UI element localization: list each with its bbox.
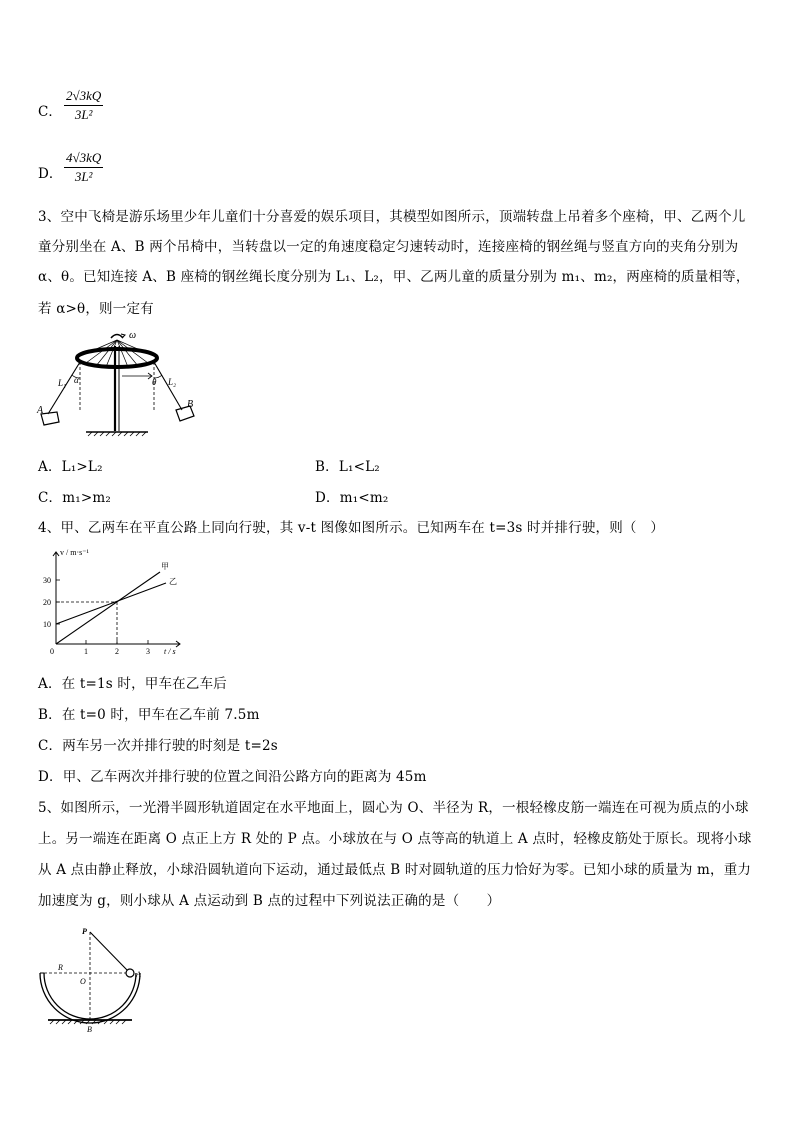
radius-label: R	[58, 963, 63, 972]
ytick-30: 30	[43, 576, 51, 585]
theta-label: θ	[152, 377, 157, 387]
q3-option-c: C．m₁>m₂	[38, 490, 111, 506]
l1-label: L₁	[58, 378, 67, 388]
q5-line-2: 上。另一端连在距离 O 点正上方 R 处的 P 点。小球放在与 O 点等高的轨道上 A 点时，轻橡皮筋处于原长。现将小球	[38, 831, 752, 847]
y-axis-label: v / m·s⁻¹	[60, 548, 89, 557]
q3-option-d: D．m₁<m₂	[315, 490, 389, 506]
option-c-denominator: 3L²	[74, 107, 93, 122]
option-d-denominator: 3L²	[74, 169, 93, 184]
point-p-label: P	[82, 927, 87, 936]
option-d-numerator: 4√3kQ	[64, 150, 103, 168]
option-c-numerator: 2√3kQ	[64, 88, 103, 106]
xtick-2: 2	[115, 647, 119, 656]
q3-line-1: 3、空中飞椅是游乐场里少年儿童们十分喜爱的娱乐项目，其模型如图所示，顶端转盘上吊着多个座椅，甲、乙两个儿	[38, 209, 746, 225]
series-jia-label: 甲	[161, 562, 169, 571]
xtick-0: 0	[50, 647, 54, 656]
q4-option-b: B．在 t=0 时，甲车在乙车前 7.5m	[38, 707, 260, 723]
point-b-label: B	[187, 399, 194, 410]
l2-label: L₂	[168, 377, 177, 387]
series-jia-line	[56, 572, 160, 644]
q5-line-1: 5、如图所示，一光滑半圆形轨道固定在水平地面上，圆心为 O、半径为 R，一根轻橡皮筋一端连在可视为质点的小球	[38, 800, 749, 816]
option-c-label: C．	[38, 104, 62, 120]
x-axis-label: t / s	[164, 647, 176, 656]
series-yi-label: 乙	[169, 577, 177, 586]
xtick-1: 1	[84, 647, 88, 656]
vt-graph	[38, 546, 188, 661]
semicircle-track-figure	[34, 922, 154, 1034]
q3-option-a: A．L₁>L₂	[38, 459, 103, 475]
series-yi-line	[56, 583, 166, 624]
q3-line-3: α、θ。已知连接 A、B 座椅的钢丝绳长度分别为 L₁、L₂，甲、乙两儿童的质量分别为 m₁、m₂，两座椅的质量相等，	[38, 269, 750, 285]
q3-line-4: 若 α>θ，则一定有	[38, 301, 154, 317]
q4-option-a: A．在 t=1s 时，甲车在乙车后	[38, 676, 227, 692]
q4-option-c: C．两车另一次并排行驶的时刻是 t=2s	[38, 738, 278, 754]
omega-label: ω	[129, 330, 137, 341]
ytick-10: 10	[43, 620, 51, 629]
q3-option-b: B．L₁<L₂	[315, 459, 380, 475]
alpha-label: α	[74, 375, 79, 385]
option-c-fraction	[64, 88, 103, 123]
point-a-label: A	[136, 970, 141, 979]
point-b-label: B	[87, 1025, 92, 1034]
q3-line-2: 童分别坐在 A、B 两个吊椅中，当转盘以一定的角速度稳定匀速转动时，连接座椅的钢丝绳与竖直方向的夹角分别为	[38, 239, 739, 255]
point-a-label: A	[37, 405, 44, 416]
q5-line-4: 加速度为 g，则小球从 A 点运动到 B 点的过程中下列说法正确的是（ ）	[38, 893, 501, 909]
option-d-fraction	[64, 150, 103, 185]
q4-option-d: D．甲、乙车两次并排行驶的位置之间沿公路方向的距离为 45m	[38, 769, 427, 785]
q5-line-3: 从 A 点由静止释放，小球沿圆轨道向下运动，通过最低点 B 时对圆轨道的压力恰好为零。已知小球的质量为 m，重力	[38, 862, 752, 878]
xtick-3: 3	[146, 647, 150, 656]
q4-stem: 4、甲、乙两车在平直公路上同向行驶，其 v-t 图像如图所示。已知两车在 t=3s 时并排行驶，则（ ）	[38, 520, 665, 536]
option-d-label: D．	[38, 166, 63, 182]
center-o-label: O	[80, 977, 86, 986]
ytick-20: 20	[43, 598, 51, 607]
flying-chair-figure	[34, 326, 214, 438]
